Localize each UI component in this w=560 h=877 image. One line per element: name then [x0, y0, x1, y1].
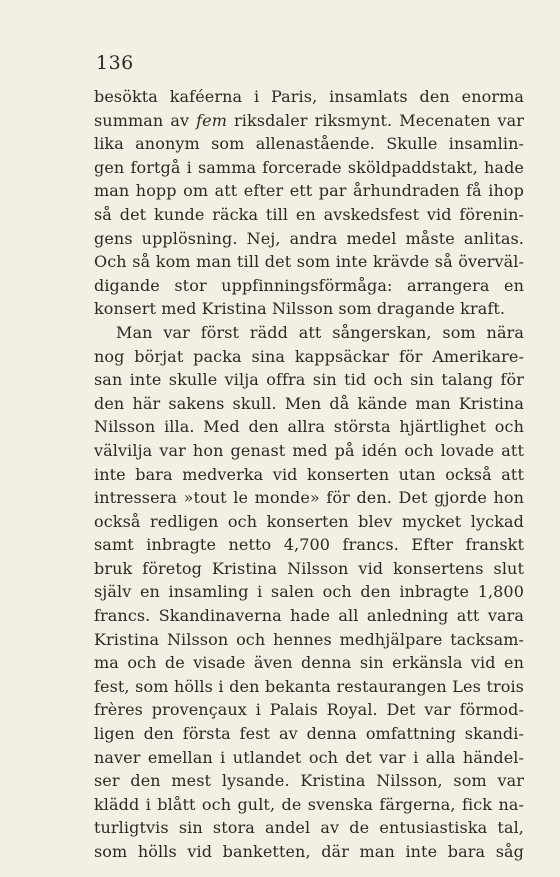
- text-line: Och så kom man till det som inte krävde så överväl-: [94, 252, 524, 272]
- text-line: francs. Skandinaverna hade all anledning att vara: [94, 606, 524, 626]
- text-line: den här sakens skull. Men då kände man Kristina: [94, 393, 524, 413]
- text-line: samt inbragte netto 4,700 francs. Efter franskt: [94, 535, 524, 555]
- text-line: gens upplösning. Nej, andra medel måste anlitas.: [94, 228, 524, 248]
- text-line: ligen den första fest av denna omfattning skandi-: [94, 724, 524, 744]
- text-line: lika anonym som allenastående. Skulle insamlin-: [94, 134, 524, 154]
- text-line: som hölls vid banketten, där man inte bara såg: [94, 842, 524, 861]
- text-line: också redligen och konserten blev mycket lyckad: [94, 511, 524, 531]
- text-line: ser den mest lysande. Kristina Nilsson, som var: [94, 771, 524, 791]
- text-line: så det kunde räcka till en avskedsfest vid förenin-: [94, 204, 524, 224]
- text-line: man hopp om att efter ett par århundraden få ihop: [94, 181, 524, 201]
- text-line: intressera »tout le monde» för den. Det gjorde hon: [94, 488, 524, 508]
- emphasized-word: fem: [196, 110, 227, 130]
- text-line: själv en insamling i salen och den inbragte 1,800: [94, 582, 524, 602]
- text-line: inte bara medverka vid konserten utan också att: [94, 464, 524, 484]
- text-line: gen fortgå i samma forcerade sköldpaddstakt, hade: [94, 157, 524, 177]
- text-line: Kristina Nilsson och hennes medhjälpare tacksam-: [94, 629, 524, 649]
- text-line: klädd i blått och gult, de svenska färgerna, fick na-: [94, 794, 524, 814]
- text-line: Man var först rädd att sångerskan, som nära: [116, 322, 524, 342]
- text-line: san inte skulle vilja offra sin tid och sin talang för: [94, 370, 524, 390]
- text-line: naver emellan i utlandet och det var i alla händel-: [94, 747, 524, 767]
- text-line: frères provençaux i Palais Royal. Det var förmod-: [94, 700, 524, 720]
- text-line: välvilja var hon genast med på idén och lovade att: [94, 440, 524, 460]
- text-line: turligtvis sin stora andel av de entusiastiska tal,: [94, 818, 524, 838]
- page-number: 136: [96, 52, 134, 74]
- text-line: bruk företog Kristina Nilsson vid konsertens slut: [94, 558, 524, 578]
- text-line: nog börjat packa sina kappsäckar för Amerikare-: [94, 346, 524, 366]
- page-text: [94, 85, 524, 864]
- text-line: konsert med Kristina Nilsson som dragande kraft.: [94, 299, 506, 319]
- text-line: summan av fem riksdaler riksmynt. Mecenaten var: [94, 110, 524, 130]
- text-line: Nilsson illa. Med den allra största hjärtlighet och: [94, 417, 524, 437]
- text-line: fest, som hölls i den bekanta restaurangen Les trois: [94, 676, 524, 696]
- text-line: ma och de visade även denna sin erkänsla vid en: [94, 653, 524, 673]
- text-line: digande stor uppfinningsförmåga: arrangera en: [94, 275, 524, 295]
- text-line: besökta kaféerna i Paris, insamlats den enorma: [94, 87, 524, 106]
